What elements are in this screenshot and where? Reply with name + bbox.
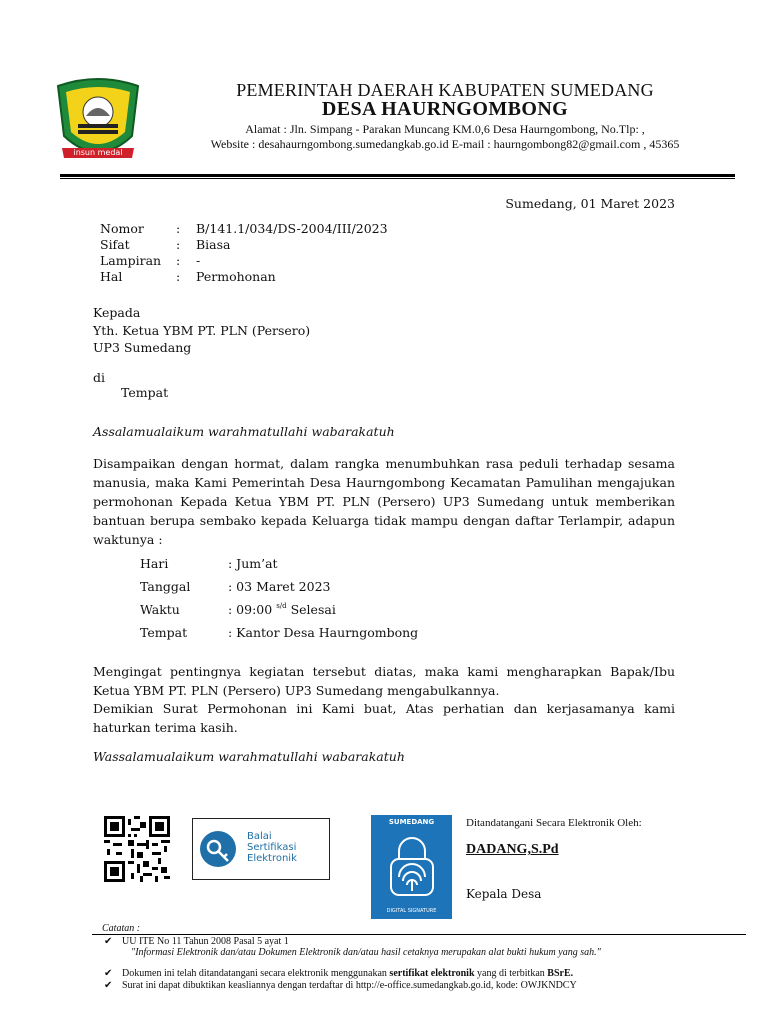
paragraph-intro: Disampaikan dengan hormat, dalam rangka menumbuhkan rasa peduli terhadap sesama manusia, maka Kami Pemerintah Desa Haurngombong Kecamatan Pamulihan mengajukan permohonan Kepada Ketua YBM PT. PLN (Persero) UP3 Sumedang untuk memberikan bantuan berupa sembako kepada Keluarga tidak mampu dengan daftar Terlampir, adapun waktunya : [93, 456, 675, 547]
fingerprint-lock-icon [385, 835, 439, 903]
notes-rule [92, 934, 746, 935]
signer-name: DADANG,S.Pd [466, 842, 559, 857]
badge-top-label: SUMEDANG [388, 818, 435, 826]
header-rule-thick [60, 174, 735, 177]
place-label: Tempat [121, 385, 169, 400]
signer-title: Kepala Desa [466, 887, 542, 901]
closing-greeting: Wassalamualaikum warahmatullahi wabarakatuh [93, 749, 405, 764]
greeting: Assalamualaikum warahmatullahi wabarakatuh [93, 424, 395, 439]
note-2: Dokumen ini telah ditandatangani secara elektronik menggunakan sertifikat elektronik yang di terbitkan BSrE. [122, 968, 574, 979]
schedule-row-hari: Hari : Jum’at [140, 556, 278, 571]
notes-heading: Catatan : [102, 923, 141, 934]
recipient-label: Kepada [93, 305, 141, 320]
recipient-name: Yth. Ketua YBM PT. PLN (Persero) [93, 323, 311, 338]
schedule-row-tempat: Tempat : Kantor Desa Haurngombong [140, 625, 419, 640]
letter-date: Sumedang, 01 Maret 2023 [505, 196, 675, 211]
meta-row-sifat: Sifat : Biasa [100, 237, 231, 252]
note-1: UU ITE No 11 Tahun 2008 Pasal 5 ayat 1 [122, 936, 289, 947]
government-name: PEMERINTAH DAERAH KABUPATEN SUMEDANG [236, 80, 654, 100]
note-check-3: ✔ [104, 980, 113, 991]
village-name: DESA HAURNGOMBONG [321, 98, 569, 120]
recipient-unit: UP3 Sumedang [93, 340, 192, 355]
logo-caption: insun medal [73, 148, 123, 157]
bsre-logo-box [192, 818, 330, 880]
meta-row-lampiran: Lampiran : - [100, 253, 201, 268]
letter-meta [100, 221, 388, 285]
meta-row-nomor: Nomor : B/141.1/034/DS-2004/III/2023 [100, 221, 388, 236]
schedule-table [140, 556, 418, 648]
note-3: Surat ini dapat dibuktikan keasliannya dengan terdaftar di http://e-office.sumedangkab.go.id, kode: OWJKNDCY [122, 980, 577, 991]
header-rule-thin [60, 178, 735, 179]
note-check-1: ✔ [104, 936, 113, 947]
badge-bottom-label: DIGITAL SIGNATURE [386, 908, 437, 914]
village-logo [52, 76, 144, 168]
digital-signature-badge [371, 815, 452, 919]
note-check-2: ✔ [104, 968, 113, 979]
schedule-row-waktu: Waktu : 09:00 s/d Selesai [140, 602, 336, 617]
meta-row-hal: Hal : Permohonan [100, 269, 276, 284]
bsre-key-icon [200, 831, 236, 867]
signed-by-label: Ditandatangani Secara Elektronik Oleh: [466, 817, 642, 829]
bsre-label: Balai Sertifikasi Elektronik [247, 831, 297, 864]
contact-line: Website : desahaurngombong.sumedangkab.go.id E-mail : haurngombong82@gmail.com , 45365 [210, 137, 680, 151]
paragraph-closing: Demikian Surat Permohonan ini Kami buat, Atas perhatian dan kerjasamanya kami haturkan terima kasih. [93, 701, 675, 735]
paragraph-hope: Mengingat pentingnya kegiatan tersebut diatas, maka kami mengharapkan Bapak/Ibu Ketua YBM PT. PLN (Persero) UP3 Sumedang mengabulkannya. [93, 664, 675, 698]
qr-code [104, 816, 170, 882]
schedule-row-tanggal: Tanggal : 03 Maret 2023 [140, 579, 331, 594]
di-label: di [93, 370, 105, 385]
address-line: Alamat : Jln. Simpang - Parakan Muncang KM.0,6 Desa Haurngombong, No.Tlp: , [245, 122, 645, 136]
note-1-quote: "Informasi Elektronik dan/atau Dokumen Elektronik dan/atau hasil cetaknya merupakan alat bukti hukum yang sah." [131, 947, 601, 958]
